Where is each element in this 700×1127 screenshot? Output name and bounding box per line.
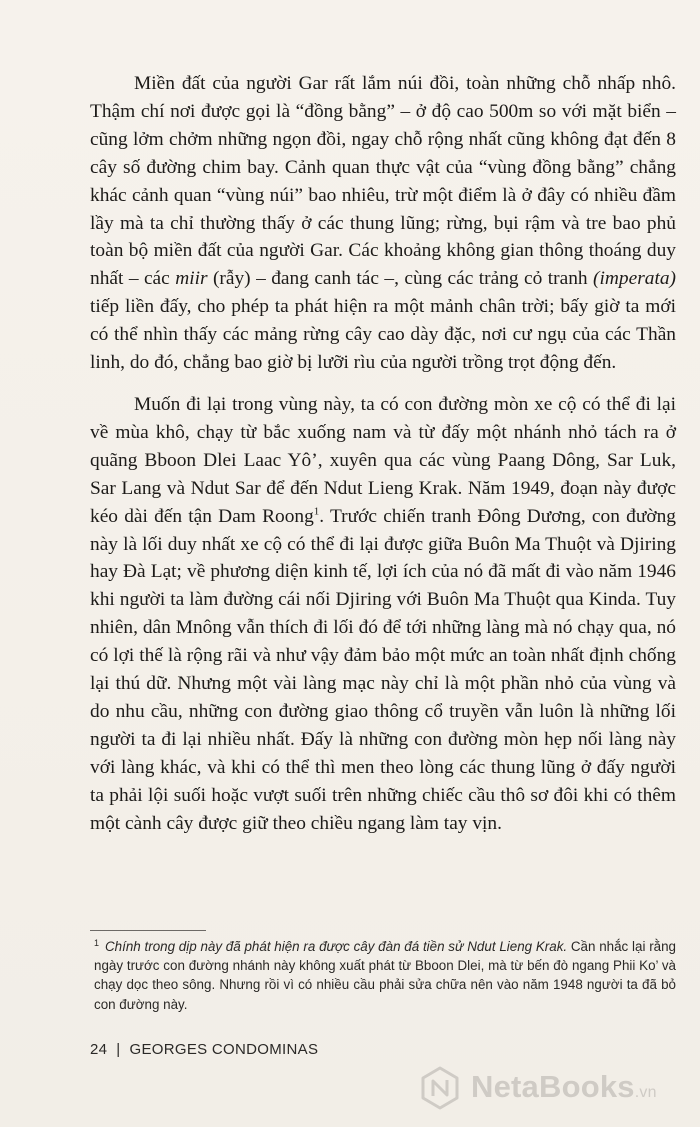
watermark	[417, 1063, 687, 1113]
page-number: 24	[90, 1041, 108, 1058]
netabooks-logo-icon	[417, 1065, 463, 1111]
text-run: Miền đất của người Gar rất lắm núi đồi, toàn những chỗ nhấp nhô. Thậm chí nơi được gọi là “đồng bằng” – ở độ cao 500m so với mặt biển – cũng lởm chởm những ngọn đồi, ngay chỗ rộng nhất cũng không đạt đến 8 cây số đường chim bay. Cảnh quan thực vật của “vùng đồng bằng” chẳng khác cảnh quan “vùng núi” bao nhiêu, trừ một điểm là ở đây có nhiều đầm lầy mà ta chỉ thường thấy ở các thung lũng; rừng, bụi rậm và tre bao phủ toàn bộ miền đất của người Gar. Các khoảng không gian thông thoáng duy nhất – các	[90, 73, 676, 290]
running-footer	[90, 1041, 318, 1058]
footnote	[94, 937, 676, 1014]
footnote-ref: 1	[313, 505, 320, 518]
footnote-divider	[90, 930, 206, 931]
text-run: Cần nhắc lại rằng ngày trước con đường nhánh này không xuất phát từ Bboon Dlei, mà từ bến đò ngang Phii Ko’ và chạy dọc theo sông. Nhưng rồi vì có nhiều cầu phải sửa chữa nên vào năm 1948 người ta đã bỏ con đường này.	[94, 939, 676, 1012]
text-run: Muốn đi lại trong vùng này, ta có con đường mòn xe cộ có thể đi lại về mùa khô, chạy từ bắc xuống nam và từ đấy một nhánh nhỏ tách ra ở quãng Bboon Dlei Laac Yô’, xuyên qua các vùng Paang Dông, Sar Luk, Sar Lang và Ndut Sar để đến Ndut Lieng Krak. Năm 1949, đoạn này được kéo dài đến tận Dam Roong	[90, 393, 676, 527]
paragraph	[90, 391, 676, 838]
text-run: . Trước chiến tranh Đông Dương, con đường này là lối duy nhất xe cộ có thể đi lại được giữa Buôn Ma Thuột và Djiring hay Đà Lạt; về phương diện kinh tế, lợi ích của nó đã mất đi vào năm 1946 khi người ta làm đường cái nối Djiring với Buôn Ma Thuột qua Kinda. Tuy nhiên, dân Mnông vẫn thích đi lối đó để tới những làng mà nó chạy qua, nó có lợi thế là rộng rãi và như vậy đảm bảo một mức an toàn nhất định chống lại thú dữ. Nhưng một vài làng mạc này chỉ là một phần nhỏ của vùng và do nhu cầu, những con đường giao thông cổ truyền vẫn luôn là những lối người ta đi lại nhiều nhất. Đấy là những con đường mòn hẹp nối làng này với làng khác, và khi có thể thì men theo lòng các thung lũng ở đấy người ta phải lội suối hoặc vượt suối trên những chiếc cầu thô sơ đôi khi có thêm một cành cây được giữ theo chiều ngang làm tay vịn.	[90, 505, 676, 834]
watermark-brand: NetaBooks	[471, 1069, 635, 1104]
book-author: GEORGES CONDOMINAS	[129, 1041, 319, 1058]
body-text	[90, 70, 676, 837]
watermark-domain: .vn	[634, 1084, 657, 1101]
paragraph	[90, 70, 676, 377]
text-run: tiếp liền đấy, cho phép ta phát hiện ra một mảnh chân trời; bấy giờ ta mới có thể nhìn thấy các mảng rừng cây cao dày đặc, nơi cư ngụ của các Thần linh, do đó, chẳng bao giờ bị lưỡi rìu của người trồng trọt động đến.	[90, 296, 676, 374]
italic-run: miir	[175, 268, 208, 290]
footer-separator: |	[116, 1041, 121, 1058]
footnote-text	[94, 939, 676, 1012]
footnote-number: 1	[94, 937, 100, 948]
watermark-text	[471, 1069, 657, 1105]
italic-run: (imperata)	[593, 268, 676, 290]
text-run: (rẫy) – đang canh tác –, cùng các trảng cỏ tranh	[207, 268, 594, 290]
italic-run: Chính trong dịp này đã phát hiện ra được cây đàn đá tiền sử Ndut Lieng Krak.	[105, 939, 568, 954]
